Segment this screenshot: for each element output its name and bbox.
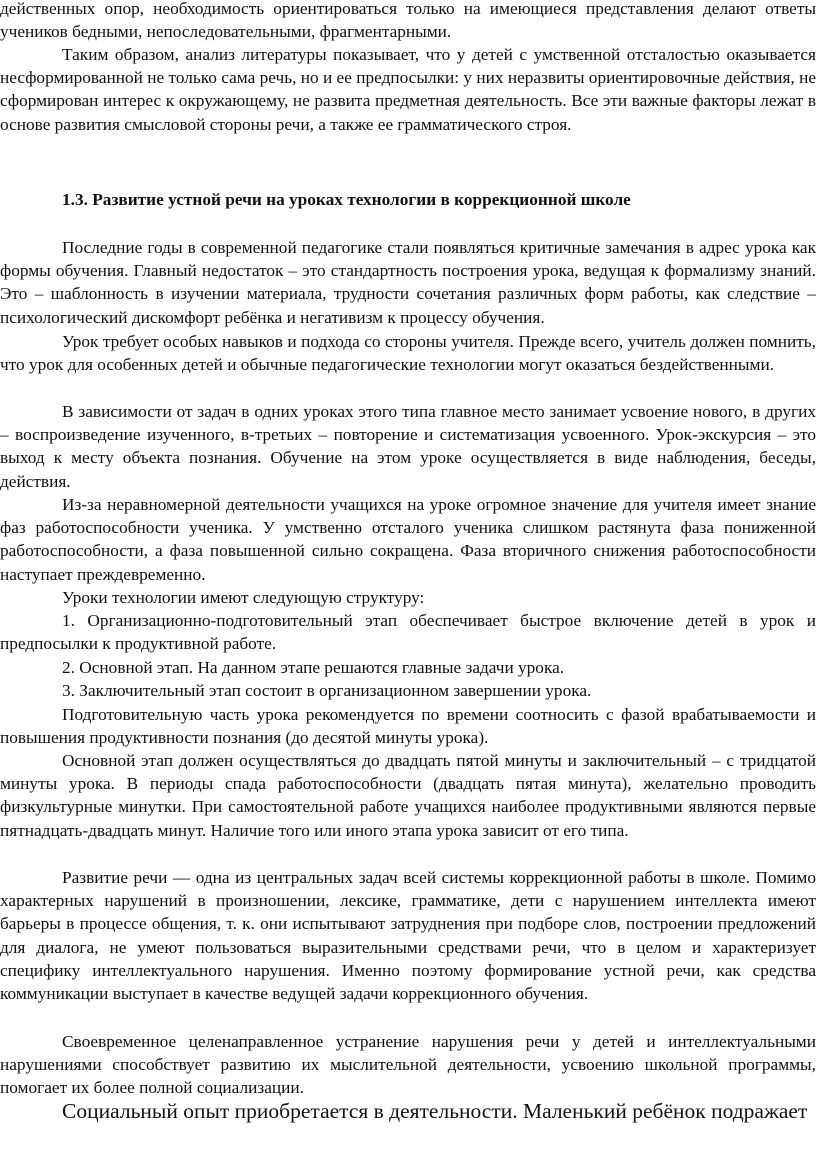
paragraph-main-stage-timing: Основной этап должен осуществляться до двадцать пятой минуты и заключительный – с тридцатой минуты урока. В периоды спада работоспособности (двадцать пятая минута), желательно проводить физкультурные минутки. При самостоятельной работе учащихся наиболее продуктивными являются первые пятнадцать-двадцать минут. Наличие того или иного этапа урока зависит от его типа. — [0, 751, 816, 840]
paragraph-work-phases: Из-за неравномерной деятельности учащихся на уроке огромное значение для учителя имеет знание фаз работоспособности ученика. У умственно отсталого ученика слишком растянута фаза пониженной работоспособности, а фаза повышенной сильно сокращена. Фаза вторичного снижения работоспособности наступает преждевременно. — [0, 495, 816, 584]
list-item-final-stage: 3. Заключительный этап состоит в организационном завершении урока. — [62, 681, 592, 700]
paragraph-lesson-skills: Урок требует особых навыков и подхода со стороны учителя. Прежде всего, учитель должен помнить, что урок для особенных детей и обычные педагогические технологии могут оказаться бездейственными. — [0, 332, 816, 375]
paragraph-continuation: действенных опор, необходимость ориентироваться только на имеющиеся представления делают ответы учеников бедными, непоследовательными, фрагментарными. — [0, 0, 816, 42]
paragraph-speech-development: Развитие речи — одна из центральных задач всей системы коррекционной работы в школе. Помимо характерных нарушений в произношении, лексике, грамматике, дети с нарушением интеллекта имеют барьеры в процессе общения, т. к. они испытывают затруднения при подборе слов, построении предложений для диалога, не умеют пользоваться выразительными средствами речи, что в целом и характеризует специфику интеллектуального нарушения. Именно поэтому формирование устной речи, как средства коммуникации выступает в качестве ведущей задачи коррекционного обучения. — [0, 868, 816, 1004]
paragraph-speech-correction: Своевременное целенаправленное устранение нарушения речи у детей и интеллектуальными нарушениями способствует развитию их мыслительной деятельности, усвоению школьной программы, помогает их более полной социализации. — [0, 1032, 816, 1098]
list-item-main-stage: 2. Основной этап. На данном этапе решаются главные задачи урока. — [62, 658, 565, 677]
paragraph-preparatory: Подготовительную часть урока рекомендуется по времени соотносить с фазой врабатываемости и повышения продуктивности познания (до десятой минуты урока). — [0, 705, 816, 748]
paragraph-structure-intro: Уроки технологии имеют следующую структуру: — [62, 588, 425, 607]
paragraph-lesson-tasks: В зависимости от задач в одних уроках этого типа главное место занимает усвоение нового, в других – воспроизведение изученного, в-третьих – повторение и систематизация усвоенного. Урок-экскурсия – это выход к месту объекта познания. Обучение на этом уроке осуществляется в виде наблюдения, беседы, действия. — [0, 402, 816, 491]
paragraph-literature-summary: Таким образом, анализ литературы показывает, что у детей с умственной отсталостью оказывается несформированной не только сама речь, но и ее предпосылки: у них неразвиты ориентировочные действия, не сформирован интерес к окружающему, не развита предметная деятельность. Все эти важные факторы лежат в основе развития смысловой стороны речи, а также ее грамматического строя. — [0, 45, 816, 134]
paragraph-lesson-criticism: Последние годы в современной педагогике стали появляться критичные замечания в адрес урока как формы обучения. Главный недостаток – это стандартность построения урока, ведущая к формализму знаний. Это – шаблонность в изучении материала, трудности сочетания различных форм работы, как следствие – психологический дискомфорт ребёнка и негативизм к процессу обучения. — [0, 238, 816, 327]
list-item-organizational: 1. Организационно-подготовительный этап обеспечивает быстрое включение детей в урок и предпосылки к продуктивной работе. — [0, 611, 816, 654]
section-heading: 1.3. Развитие устной речи на уроках технологии в коррекционной школе — [62, 190, 631, 209]
paragraph-social-experience: Социальный опыт приобретается в деятельности. Маленький ребёнок подражает — [62, 1099, 808, 1123]
